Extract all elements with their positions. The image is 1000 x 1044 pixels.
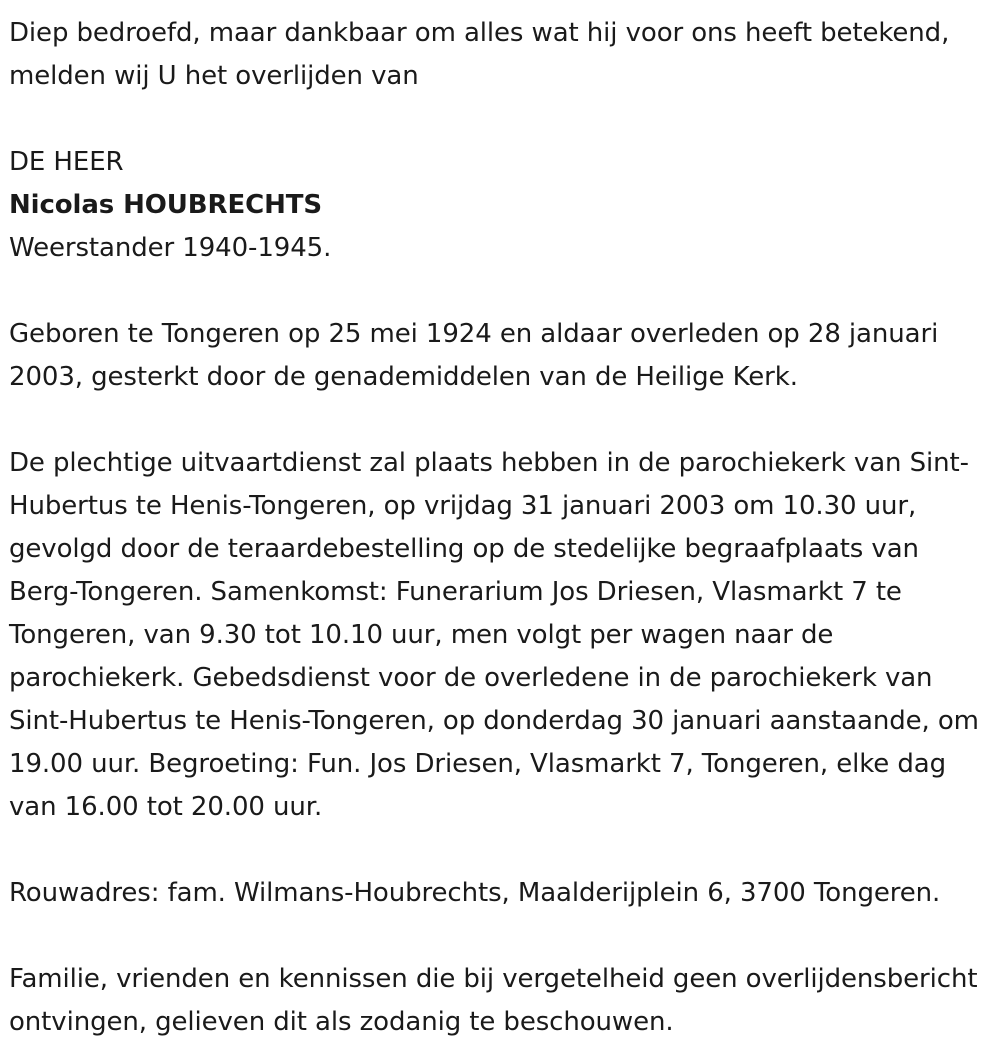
mourning-address-paragraph: Rouwadres: fam. Wilmans-Houbrechts, Maalderijplein 6, 3700 Tongeren. <box>9 878 941 908</box>
honorific-line: Weerstander 1940-1945. <box>9 233 332 263</box>
salutation-line: DE HEER <box>9 147 124 177</box>
birth-death-paragraph: Geboren te Tongeren op 25 mei 1924 en aldaar overleden op 28 januari 2003, gesterkt door de genademiddelen van de Heilige Kerk. <box>9 319 947 392</box>
closing-note-paragraph: Familie, vrienden en kennissen die bij vergetelheid geen overlijdensbericht ontvingen, gelieven dit als zodanig te beschouwen. <box>9 964 986 1037</box>
intro-paragraph: Diep bedroefd, maar dankbaar om alles wat hij voor ons heeft betekend, melden wij U het overlijden van <box>9 18 958 91</box>
service-details-paragraph: De plechtige uitvaartdienst zal plaats hebben in de parochiekerk van Sint-Hubertus te Henis-Tongeren, op vrijdag 31 januari 2003 om 10.30 uur, gevolgd door de teraardebestelling op de stedelijke begraafplaats van Berg-Tongeren. Samenkomst: Funerarium Jos Driesen, Vlasmarkt 7 te Tongeren, van 9.30 tot 10.10 uur, men volgt per wagen naar de parochiekerk. Gebedsdienst voor de overledene in de parochiekerk van Sint-Hubertus te Henis-Tongeren, op donderdag 30 januari aanstaande, om 19.00 uur. Begroeting: Fun. Jos Driesen, Vlasmarkt 7, Tongeren, elke dag van 16.00 tot 20.00 uur. <box>9 448 988 822</box>
deceased-name: Nicolas HOUBRECHTS <box>9 190 323 220</box>
